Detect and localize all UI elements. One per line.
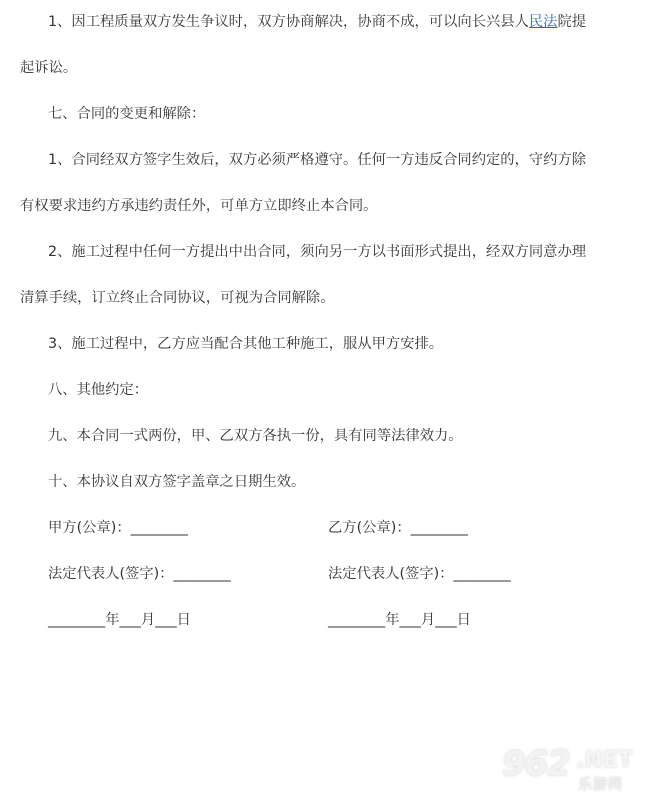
section7-item1-line2: 有权要求违约方承违约责任外，可单方立即终止本合同。 [20,198,378,214]
section7-heading: 七、合同的变更和解除： [48,106,206,122]
section7-item2-line2: 清算手续，订立终止合同协议，可视为合同解除。 [20,290,335,306]
clause6-item1-text: 1、因工程质量双方发生争议时，双方协商解决，协商不成，可以向长兴县人 [48,14,529,30]
clause6-item1-tail: 院提 [557,14,587,30]
party-a-date: ________年___月___日 [48,612,191,628]
section7-item1-line1: 1、合同经双方签字生效后，双方必须严格遵守。任何一方违反合同约定的，守约方除 [48,152,587,168]
section8-heading: 八、其他约定： [48,382,149,398]
watermark-suffix: .NET [576,748,633,773]
watermark-site-name: 乐游网 [578,777,623,793]
civil-court-link[interactable]: 民法 [528,14,558,30]
clause6-item1-line2: 起诉讼。 [20,60,78,76]
section9-text: 九、本合同一式两份，甲、乙双方各执一份，具有同等法律效力。 [48,428,463,444]
section10-text: 十、本协议自双方签字盖章之日期生效。 [48,474,306,490]
clause6-item1-line1 [48,12,586,32]
party-b-date: ________年___月___日 [328,612,471,628]
section7-item2-line1: 2、施工过程中任何一方提出中出合同，须向另一方以书面形式提出，经双方同意办理 [48,244,587,260]
party-a-seal: 甲方(公章)：________ [48,520,188,536]
party-b-seal: 乙方(公章)：________ [328,520,468,536]
party-b-representative: 法定代表人(签字)：________ [328,566,511,582]
site-watermark [502,744,640,794]
section7-item3: 3、施工过程中，乙方应当配合其他工种施工，服从甲方安排。 [48,336,444,352]
party-a-representative: 法定代表人(签字)：________ [48,566,231,582]
watermark-number: 962 [502,744,570,784]
